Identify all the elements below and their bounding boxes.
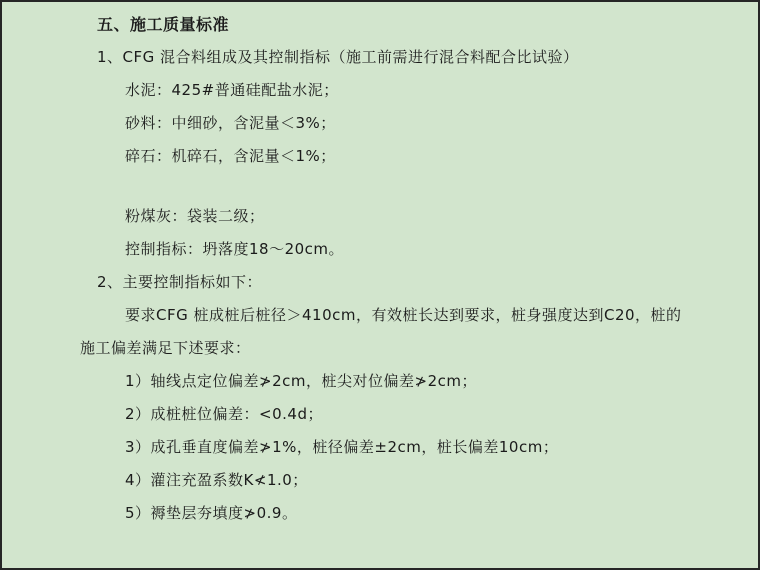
requirement-1: 1）轴线点定位偏差≯2cm，桩尖对位偏差≯2cm；	[125, 372, 477, 390]
section1-item-cement: 水泥：425#普通硅配盐水泥；	[125, 81, 339, 99]
requirement-4: 4）灌注充盈系数K≮1.0；	[125, 471, 308, 489]
section1-item-sand: 砂料：中细砂，含泥量＜3%；	[125, 114, 336, 132]
blank-line	[80, 173, 718, 200]
section2-paragraph-line1: 要求CFG 桩成桩后桩径＞410cm，有效桩长达到要求，桩身强度达到C20，桩的	[125, 306, 682, 324]
section2-paragraph-line2: 施工偏差满足下述要求：	[80, 339, 251, 357]
requirement-3: 3）成孔垂直度偏差≯1%，桩径偏差±2cm，桩长偏差10cm；	[125, 438, 559, 456]
section2-heading: 2、主要控制指标如下：	[97, 273, 263, 291]
section1-item-flyash: 粉煤灰：袋装二级；	[125, 207, 265, 225]
section1-heading: 1、CFG 混合料组成及其控制指标（施工前需进行混合料配合比试验）	[97, 48, 579, 66]
section-title: 五、施工质量标准	[97, 15, 230, 34]
requirement-5: 5）褥垫层夯填度≯0.9。	[125, 504, 298, 522]
document-body	[2, 2, 758, 530]
section1-item-gravel: 碎石：机碎石，含泥量＜1%；	[125, 147, 336, 165]
section1-item-slump: 控制指标：坍落度18～20cm。	[125, 240, 345, 258]
requirement-2: 2）成桩桩位偏差：<0.4d；	[125, 405, 323, 423]
